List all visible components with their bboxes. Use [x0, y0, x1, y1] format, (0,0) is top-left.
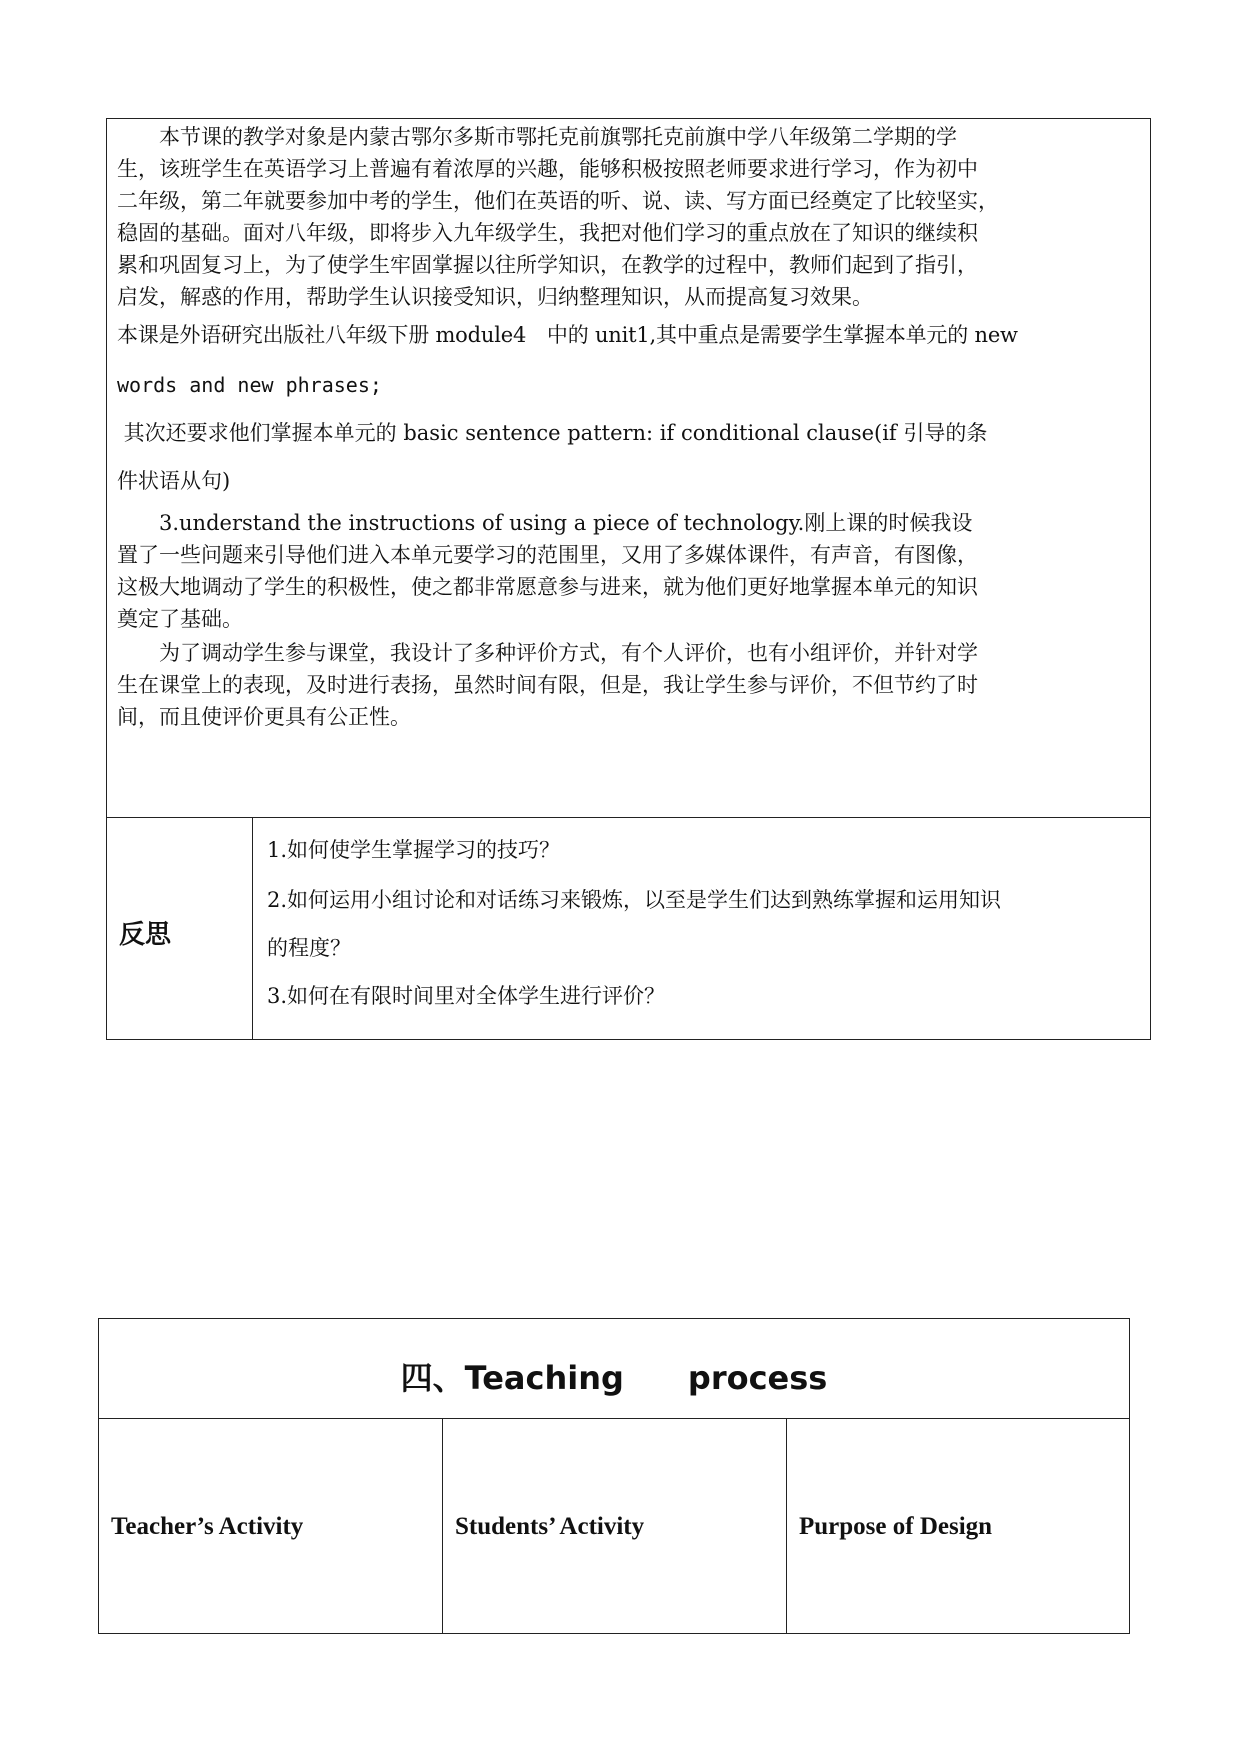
table-title-row [99, 1319, 1129, 1419]
paragraph-line: 生，该班学生在英语学习上普遍有着浓厚的兴趣，能够积极按照老师要求进行学习，作为初中 [117, 157, 978, 181]
column-header-teacher-activity: Teacher’s Activity [111, 1513, 304, 1540]
paragraph-line: 二年级，第二年就要参加中考的学生，他们在英语的听、说、读、写方面已经奠定了比较坚实， [117, 189, 999, 213]
reflection-item: 的程度？ [267, 936, 351, 960]
reflection-item: 1.如何使学生掌握学习的技巧？ [267, 838, 561, 862]
paragraph-line: words and new phrases; [117, 373, 382, 397]
paragraph-line: 3.understand the instructions of using a piece of technology.刚上课的时候我设 [117, 511, 973, 535]
reflection-title: 反思 [119, 920, 172, 950]
paragraph-line: 件状语从句) [117, 469, 231, 493]
paragraph-line: 间，而且使评价更具有公正性。 [117, 705, 411, 729]
reflection-item: 3.如何在有限时间里对全体学生进行评价？ [267, 984, 666, 1008]
paragraph-line: 稳固的基础。面对八年级，即将步入九年级学生，我把对他们学习的重点放在了知识的继续积 [117, 221, 978, 245]
paragraph-line: 奠定了基础。 [117, 607, 243, 631]
paragraph-line: 为了调动学生参与课堂，我设计了多种评价方式，有个人评价，也有小组评价，并针对学 [117, 641, 978, 665]
teaching-situation-box [106, 118, 1151, 818]
table-title: 四、Teaching process [400, 1359, 828, 1397]
teaching-process-table [98, 1318, 1130, 1634]
table-column [99, 1418, 442, 1633]
paragraph-line: 本节课的教学对象是内蒙古鄂尔多斯市鄂托克前旗鄂托克前旗中学八年级第二学期的学 [117, 125, 957, 149]
paragraph-line: 置了一些问题来引导他们进入本单元要学习的范围里，又用了多媒体课件，有声音，有图像， [117, 543, 978, 567]
table-column [786, 1418, 1129, 1633]
paragraph-line: 启发，解惑的作用，帮助学生认识接受知识，归纳整理知识，从而提高复习效果。 [117, 285, 873, 309]
column-header-purpose-of-design: Purpose of Design [799, 1513, 993, 1540]
reflection-box [106, 817, 1151, 1040]
table-column [442, 1418, 787, 1633]
paragraph-line: 这极大地调动了学生的积极性，使之都非常愿意参与进来，就为他们更好地掌握本单元的知识 [117, 575, 978, 599]
paragraph-line: 本课是外语研究出版社八年级下册 module4 中的 unit1,其中重点是需要学生掌握本单元的 new [117, 323, 1018, 347]
paragraph-line: 其次还要求他们掌握本单元的 basic sentence pattern: if conditional clause(if 引导的条 [117, 421, 988, 445]
paragraph-line: 生在课堂上的表现，及时进行表扬，虽然时间有限，但是，我让学生参与评价，不但节约了时 [117, 673, 978, 697]
column-header-students-activity: Students’ Activity [455, 1513, 645, 1540]
reflection-item: 2.如何运用小组讨论和对话练习来锻炼，以至是学生们达到熟练掌握和运用知识 [267, 888, 1002, 912]
column-divider [252, 818, 253, 1039]
paragraph-line: 累和巩固复习上，为了使学生牢固掌握以往所学知识，在教学的过程中，教师们起到了指引， [117, 253, 978, 277]
